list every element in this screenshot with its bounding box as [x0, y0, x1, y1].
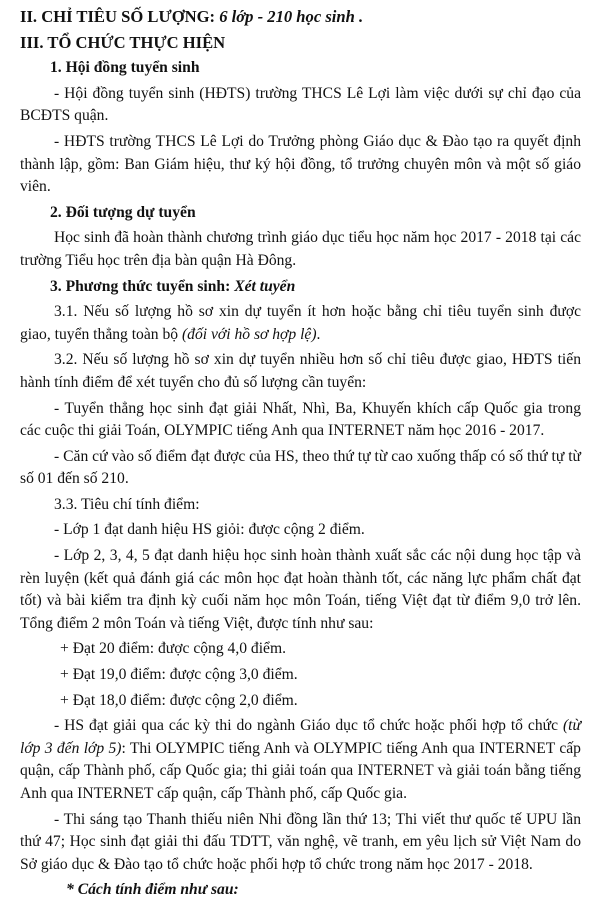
subsection-1-heading: 1. Hội đồng tuyển sinh [50, 59, 200, 77]
clause-3-3: 3.3. Tiêu chí tính điểm: [54, 495, 200, 513]
score-rule-2: + Đạt 19,0 điểm: được cộng 3,0 điểm. [60, 666, 298, 684]
clause-3-3-item-c [20, 715, 581, 805]
section-3-heading: III. TỔ CHỨC THỰC HIỆN [20, 32, 226, 52]
clause-3-1-text: 3.1. Nếu số lượng hồ sơ xin dự tuyển ít hơn hoặc bằng chỉ tiêu tuyển sinh được giao, tuyển thẳng toàn bộ [20, 303, 581, 343]
clause-3-3-item-c-note: (từ lớp 3 đến lớp 5) [20, 717, 581, 757]
section-2-heading [20, 6, 581, 29]
subsection-1-paragraph-1: - Hội đồng tuyển sinh (HĐTS) trường THCS Lê Lợi làm việc dưới sự chỉ đạo của BCĐTS quận. [20, 84, 581, 125]
subsection-2-heading: 2. Đối tượng dự tuyển [50, 203, 196, 221]
clause-3-3-item-c-text-a: - HS đạt giải qua các kỳ thi do ngành Giáo dục tổ chức hoặc phối hợp tổ chức [54, 717, 558, 735]
clause-3-3-item-b: - Lớp 2, 3, 4, 5 đạt danh hiệu học sinh hoàn thành xuất sắc các nội dung học tập và rèn luyện (kết quả đánh giá các môn học đạt hoàn thành tốt, các năng lực phẩm chất đạt tốt) và bài kiểm tra định kỳ cuối năm học môn Toán, tiếng Việt đạt từ điểm 9,0 trở lên. Tổng điểm 2 môn Toán và tiếng Việt, được tính như sau: [20, 547, 581, 632]
subsection-3-title: 3. Phương thức tuyển sinh: [50, 277, 231, 295]
clause-3-3-item-d: - Thi sáng tạo Thanh thiếu niên Nhi đồng lần thứ 13; Thi viết thư quốc tế UPU lần thứ 47; Học sinh đạt giải thi đấu TDTT, văn nghệ, vẽ tranh, em yêu lịch sử Việt Nam do Sở giáo dục & Đào tạo tổ chức hoặc phối hợp tổ chức trong năm học 2017 - 2018. [20, 810, 581, 873]
subsection-3-heading [20, 276, 581, 299]
score-rule-3: + Đạt 18,0 điểm: được cộng 2,0 điểm. [60, 691, 298, 709]
clause-3-1 [20, 301, 581, 346]
clause-3-3-item-a: - Lớp 1 đạt danh hiệu HS giỏi: được cộng 2 điểm. [54, 521, 365, 539]
section-2-value: 6 lớp - 210 học sinh . [219, 7, 364, 26]
clause-3-2-item-a: - Tuyển thẳng học sinh đạt giải Nhất, Nhì, Ba, Khuyến khích cấp Quốc gia trong các cuộc thi giải Toán, OLYMPIC tiếng Anh qua INTERNET năm học 2016 - 2017. [20, 399, 581, 440]
scoring-method-heading: * Cách tính điểm như sau: [66, 881, 239, 899]
section-2-label: II. CHỈ TIÊU SỐ LƯỢNG: [20, 7, 216, 26]
subsection-2-paragraph: Học sinh đã hoàn thành chương trình giáo dục tiểu học năm học 2017 - 2018 tại các trường Tiểu học trên địa bàn quận Hà Đông. [20, 229, 581, 269]
score-rule-1: + Đạt 20 điểm: được cộng 4,0 điểm. [60, 640, 287, 658]
clause-3-1-note: (đối với hồ sơ hợp lệ) [181, 325, 317, 343]
clause-3-3-item-c-text-b: : Thi OLYMPIC tiếng Anh và OLYMPIC tiếng Anh qua INTERNET cấp quận, cấp Thành phố, cấp Quốc gia; thi giải toán qua INTERNET và giải toán bằng tiếng Anh qua INTERNET cấp quận, cấp Thành phố, cấp Quốc gia. [20, 739, 581, 802]
subsection-1-paragraph-2: - HĐTS trường THCS Lê Lợi do Trưởng phòng Giáo dục & Đào tạo ra quyết định thành lập, gồm: Ban Giám hiệu, thư ký hội đồng, tổ trưởng chuyên môn và một số giáo viên. [20, 132, 581, 196]
clause-3-2-item-b: - Căn cứ vào số điểm đạt được của HS, theo thứ tự từ cao xuống thấp có số thứ tự từ số 01 đến số 210. [20, 447, 581, 488]
clause-3-1-end: . [316, 325, 321, 343]
admission-method: Xét tuyển [234, 277, 296, 295]
clause-3-2: 3.2. Nếu số lượng hồ sơ xin dự tuyển nhiều hơn số chỉ tiêu được giao, HĐTS tiến hành tính điểm để xét tuyển cho đủ số lượng cần tuyển: [20, 351, 581, 391]
